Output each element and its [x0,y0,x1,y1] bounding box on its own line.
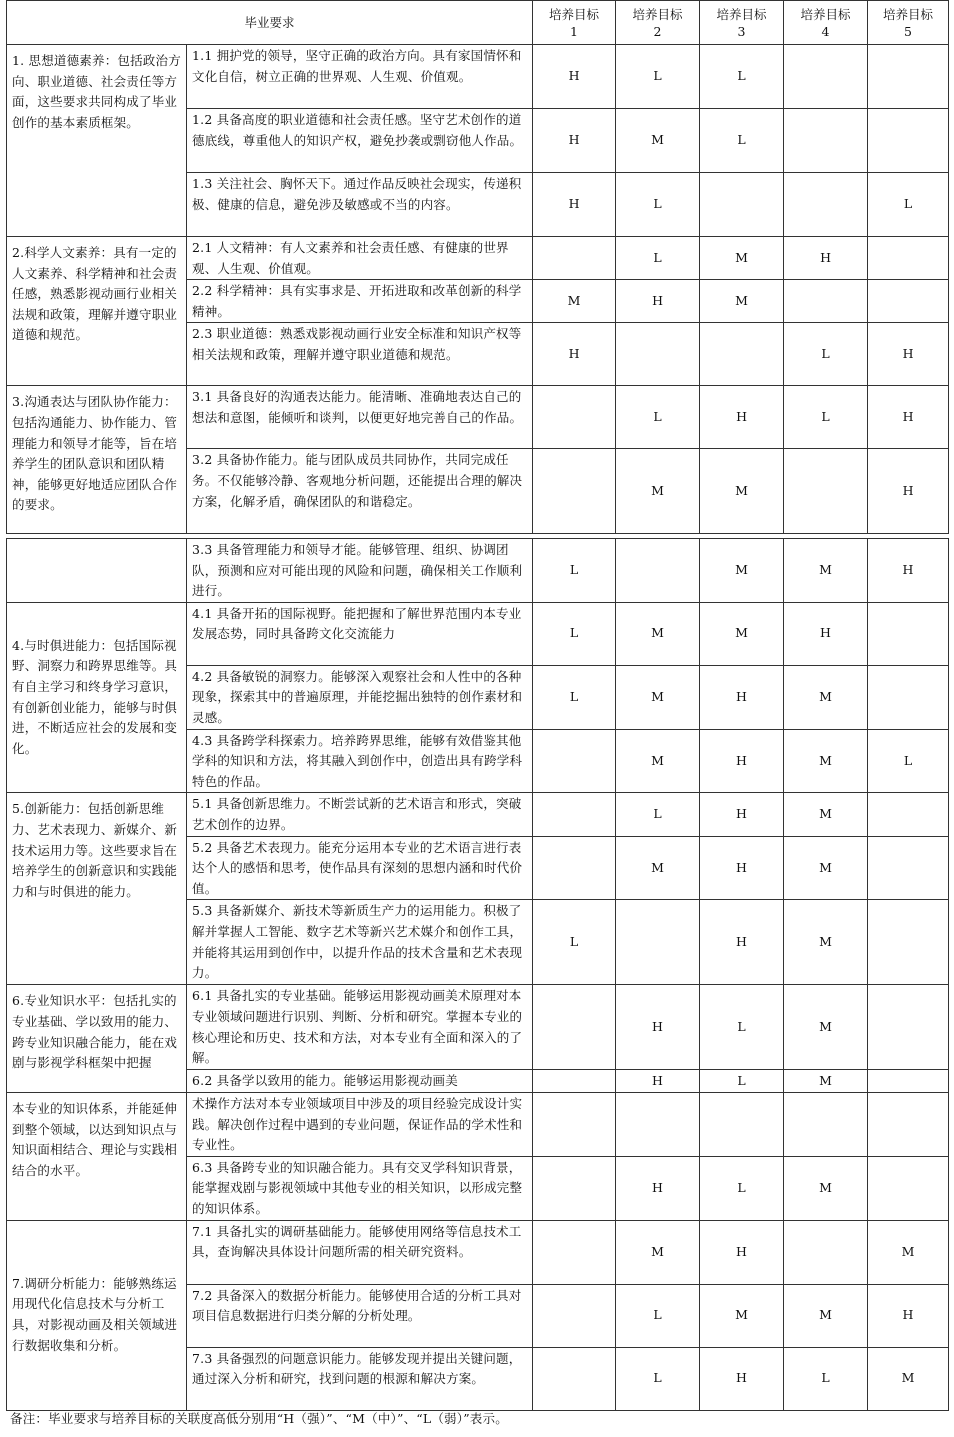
level-cell [868,237,949,280]
sub-requirement-7-2: 7.2 具备深入的数据分析能力。能够使用合适的分析工具对项目信息数据进行归类分解的分析处理。 [187,1284,533,1347]
level-cell: M [700,449,784,534]
level-cell [868,900,949,985]
level-cell [533,386,616,449]
level-cell: H [700,665,784,729]
sub-requirement-6-1: 6.1 具备扎实的专业基础。能够运用影视动画美术原理对本专业领域问题进行识别、判断、分析和研究。掌握本专业的核心理论和历史、技术和方法，对本专业有全面和深入的了解。 [187,985,533,1070]
level-cell: L [784,323,868,386]
header-goal-2: 培养目标 2 [616,1,700,45]
level-cell: M [784,1070,868,1093]
sub-requirement-2-1: 2.1 人文精神：有人文素养和社会责任感、有健康的世界观、人生观、价值观。 [187,237,533,280]
level-cell: H [533,109,616,173]
level-cell: H [616,280,700,323]
level-cell [700,1093,784,1157]
level-cell: M [616,665,700,729]
sub-requirement-2-2: 2.2 科学精神：具有实事求是、开拓进取和改革创新的科学精神。 [187,280,533,323]
sub-requirement-3-3: 3.3 具备管理能力和领导才能。能够管理、组织、协调团队，预测和应对可能出现的风险和问题，确保相关工作顺利进行。 [187,539,533,603]
header-goal-5: 培养目标 5 [868,1,949,45]
level-cell: L [616,1284,700,1347]
level-cell [784,280,868,323]
level-cell [784,449,868,534]
level-cell: L [616,45,700,109]
level-cell [533,1070,616,1093]
level-cell: L [700,45,784,109]
header-row [7,1,949,45]
level-cell: H [700,386,784,449]
level-cell: H [868,323,949,386]
sub-requirement-4-2: 4.2 具备敏锐的洞察力。能够深入观察社会和人性中的各种现象，探索其中的普遍原理，并能挖掘出独特的创作素材和灵感。 [187,665,533,729]
level-cell [784,1220,868,1284]
level-cell [533,836,616,900]
requirement-category-3: 3.沟通表达与团队协作能力：包括沟通能力、协作能力、管理能力和领导才能等，旨在培养学生的团队意识和团队精神，能够更好地适应团队合作的要求。 [7,386,187,534]
level-cell: L [784,386,868,449]
header-goal-3: 培养目标 3 [700,1,784,45]
level-cell: M [616,449,700,534]
sub-requirement-5-1: 5.1 具备创新思维力。不断尝试新的艺术语言和形式，突破艺术创作的边界。 [187,793,533,836]
level-cell: L [616,1347,700,1410]
level-cell [533,793,616,836]
level-cell: M [700,602,784,665]
level-cell: H [616,985,700,1070]
level-cell: M [700,539,784,603]
level-cell: L [700,1156,784,1220]
level-cell [616,323,700,386]
level-cell: H [533,323,616,386]
requirement-category-3-continued [7,539,187,603]
sub-requirement-3-2: 3.2 具备协作能力。能与团队成员共同协作，共同完成任务。不仅能够冷静、客观地分析问题，还能提出合理的解决方案，化解矛盾，确保团队的和谐稳定。 [187,449,533,534]
sub-requirement-4-1: 4.1 具备开拓的国际视野。能把握和了解世界范围内本专业发展态势，同时具备跨文化交流能力 [187,602,533,665]
level-cell: H [616,1070,700,1093]
level-cell [868,793,949,836]
level-cell [533,729,616,793]
level-cell: L [533,602,616,665]
level-cell [616,1093,700,1157]
level-cell [533,1284,616,1347]
level-cell: M [700,1284,784,1347]
level-cell [700,173,784,237]
level-cell [868,109,949,173]
level-cell: M [700,280,784,323]
level-cell: H [616,1156,700,1220]
sub-requirement-5-2: 5.2 具备艺术表现力。能充分运用本专业的艺术语言进行表达个人的感悟和思考，使作品具有深刻的思想内涵和时代价值。 [187,836,533,900]
level-cell [868,45,949,109]
level-cell: M [700,237,784,280]
level-cell: L [533,665,616,729]
requirement-category-6: 6.专业知识水平：包括扎实的专业基础、学以致用的能力、跨专业知识融合能力，能在戏剧与影视学科框架中把握 [7,985,187,1093]
table-row [7,1220,949,1284]
level-cell: L [868,173,949,237]
level-cell: L [616,793,700,836]
level-cell: H [700,1347,784,1410]
requirement-category-5: 5.创新能力：包括创新思维力、艺术表现力、新媒介、新技术运用力等。这些要求旨在培养学生的创新意识和实践能力和与时俱进的能力。 [7,793,187,985]
level-cell: L [700,985,784,1070]
level-cell [533,1093,616,1157]
level-cell: L [533,900,616,985]
level-cell: L [700,1070,784,1093]
level-cell [784,1093,868,1157]
level-cell: M [868,1347,949,1410]
requirement-category-6-continued: 本专业的知识体系，并能延伸到整个领域，以达到知识点与知识面相结合、理论与实践相结合的水平。 [7,1093,187,1221]
level-cell: M [784,1156,868,1220]
level-cell: M [784,900,868,985]
level-cell [784,109,868,173]
table-footnote: 备注：毕业要求与培养目标的关联度高低分别用“H（强）”、“M（中）”、“L（弱）”表示。 [10,1411,508,1426]
level-cell: L [868,729,949,793]
sub-requirement-6-2: 6.2 具备学以致用的能力。能够运用影视动画美 [187,1070,533,1093]
level-cell: L [616,237,700,280]
table-row [7,386,949,449]
table-row [7,237,949,280]
matrix-table-part-3 [6,1092,949,1411]
level-cell: M [533,280,616,323]
level-cell [868,280,949,323]
level-cell: H [868,539,949,603]
header-goal-4: 培养目标 4 [784,1,868,45]
level-cell: H [700,729,784,793]
sub-requirement-4-3: 4.3 具备跨学科探索力。培养跨界思维，能够有效借鉴其他学科的知识和方法，将其融入到创作中，创造出具有跨学科特色的作品。 [187,729,533,793]
level-cell [700,323,784,386]
requirement-category-4: 4.与时俱进能力：包括国际视野、洞察力和跨界思维等。具有自主学习和终身学习意识，有创新创业能力，能够与时俱进，不断适应社会的发展和变化。 [7,602,187,793]
level-cell: H [868,386,949,449]
level-cell: L [784,1347,868,1410]
level-cell [533,985,616,1070]
level-cell [868,1070,949,1093]
requirement-category-7: 7.调研分析能力：能够熟练运用现代化信息技术与分析工具，对影视动画及相关领域进行数据收集和分析。 [7,1220,187,1410]
table-row [7,539,949,603]
matrix-table-part-2 [6,538,949,1093]
sub-requirement-6-3: 6.3 具备跨专业的知识融合能力。具有交叉学科知识背景，能掌握戏剧与影视领域中其他专业的相关知识，以形成完整的知识体系。 [187,1156,533,1220]
level-cell [868,1093,949,1157]
header-goal-1: 培养目标 1 [533,1,616,45]
matrix-table-part-1 [6,0,949,534]
level-cell: H [784,237,868,280]
level-cell: H [700,900,784,985]
requirement-category-1: 1. 思想道德素养：包括政治方向、职业道德、社会责任等方面，这些要求共同构成了毕业创作的基本素质框架。 [7,45,187,237]
level-cell: M [784,985,868,1070]
requirement-category-2: 2.科学人文素养：具有一定的人文素养、科学精神和社会责任感，熟悉影视动画行业相关法规和政策，理解并遵守职业道德和规范。 [7,237,187,386]
level-cell [868,1156,949,1220]
level-cell: M [784,729,868,793]
level-cell: L [700,109,784,173]
level-cell: H [700,793,784,836]
level-cell: M [616,836,700,900]
sub-requirement-1-2: 1.2 具备高度的职业道德和社会责任感。坚守艺术创作的道德底线，尊重他人的知识产权，避免抄袭或剽窃他人作品。 [187,109,533,173]
level-cell [616,539,700,603]
level-cell: H [784,602,868,665]
table-row [7,793,949,836]
level-cell: H [533,173,616,237]
level-cell [868,665,949,729]
level-cell: L [616,173,700,237]
level-cell [533,237,616,280]
level-cell [784,45,868,109]
table-row [7,985,949,1070]
level-cell: M [784,793,868,836]
table-row [7,602,949,665]
sub-requirement-7-1: 7.1 具备扎实的调研基础能力。能够使用网络等信息技术工具，查询解决具体设计问题所需的相关研究资料。 [187,1220,533,1284]
sub-requirement-5-3: 5.3 具备新媒介、新技术等新质生产力的运用能力。积极了解并掌握人工智能、数字艺术等新兴艺术媒介和创作工具，并能将其运用到创作中，以提升作品的技术含量和艺术表现力。 [187,900,533,985]
level-cell: M [616,109,700,173]
level-cell: H [700,1220,784,1284]
level-cell: H [868,449,949,534]
level-cell [868,985,949,1070]
level-cell [533,1156,616,1220]
level-cell: M [616,1220,700,1284]
level-cell: L [616,386,700,449]
level-cell: M [784,836,868,900]
sub-requirement-2-3: 2.3 职业道德：熟悉戏影视动画行业安全标准和知识产权等相关法规和政策，理解并遵守职业道德和规范。 [187,323,533,386]
table-row [7,1093,949,1157]
table-row [7,45,949,109]
level-cell [533,1347,616,1410]
sub-requirement-7-3: 7.3 具备强烈的问题意识能力。能够发现并提出关键问题，通过深入分析和研究，找到问题的根源和解决方案。 [187,1347,533,1410]
level-cell: H [533,45,616,109]
level-cell: M [784,1284,868,1347]
level-cell [784,173,868,237]
level-cell [868,602,949,665]
level-cell: M [868,1220,949,1284]
sub-requirement-1-3: 1.3 关注社会、胸怀天下。通过作品反映社会现实，传递积极、健康的信息，避免涉及敏感或不当的内容。 [187,173,533,237]
level-cell: H [868,1284,949,1347]
level-cell: M [784,665,868,729]
sub-requirement-3-1: 3.1 具备良好的沟通表达能力。能清晰、准确地表达自己的想法和意图，能倾听和谈判，以便更好地完善自己的作品。 [187,386,533,449]
sub-requirement-1-1: 1.1 拥护党的领导，坚守正确的政治方向。具有家国情怀和文化自信，树立正确的世界观、人生观、价值观。 [187,45,533,109]
level-cell [533,1220,616,1284]
level-cell: L [533,539,616,603]
sub-requirement-6-2-continued: 术操作方法对本专业领域项目中涉及的项目经验完成设计实践。解决创作过程中遇到的专业问题，保证作品的学术性和专业性。 [187,1093,533,1157]
level-cell: H [700,836,784,900]
level-cell: M [784,539,868,603]
level-cell [868,836,949,900]
level-cell: M [616,602,700,665]
level-cell [533,449,616,534]
level-cell [616,900,700,985]
level-cell: M [616,729,700,793]
header-requirement: 毕业要求 [7,1,533,45]
